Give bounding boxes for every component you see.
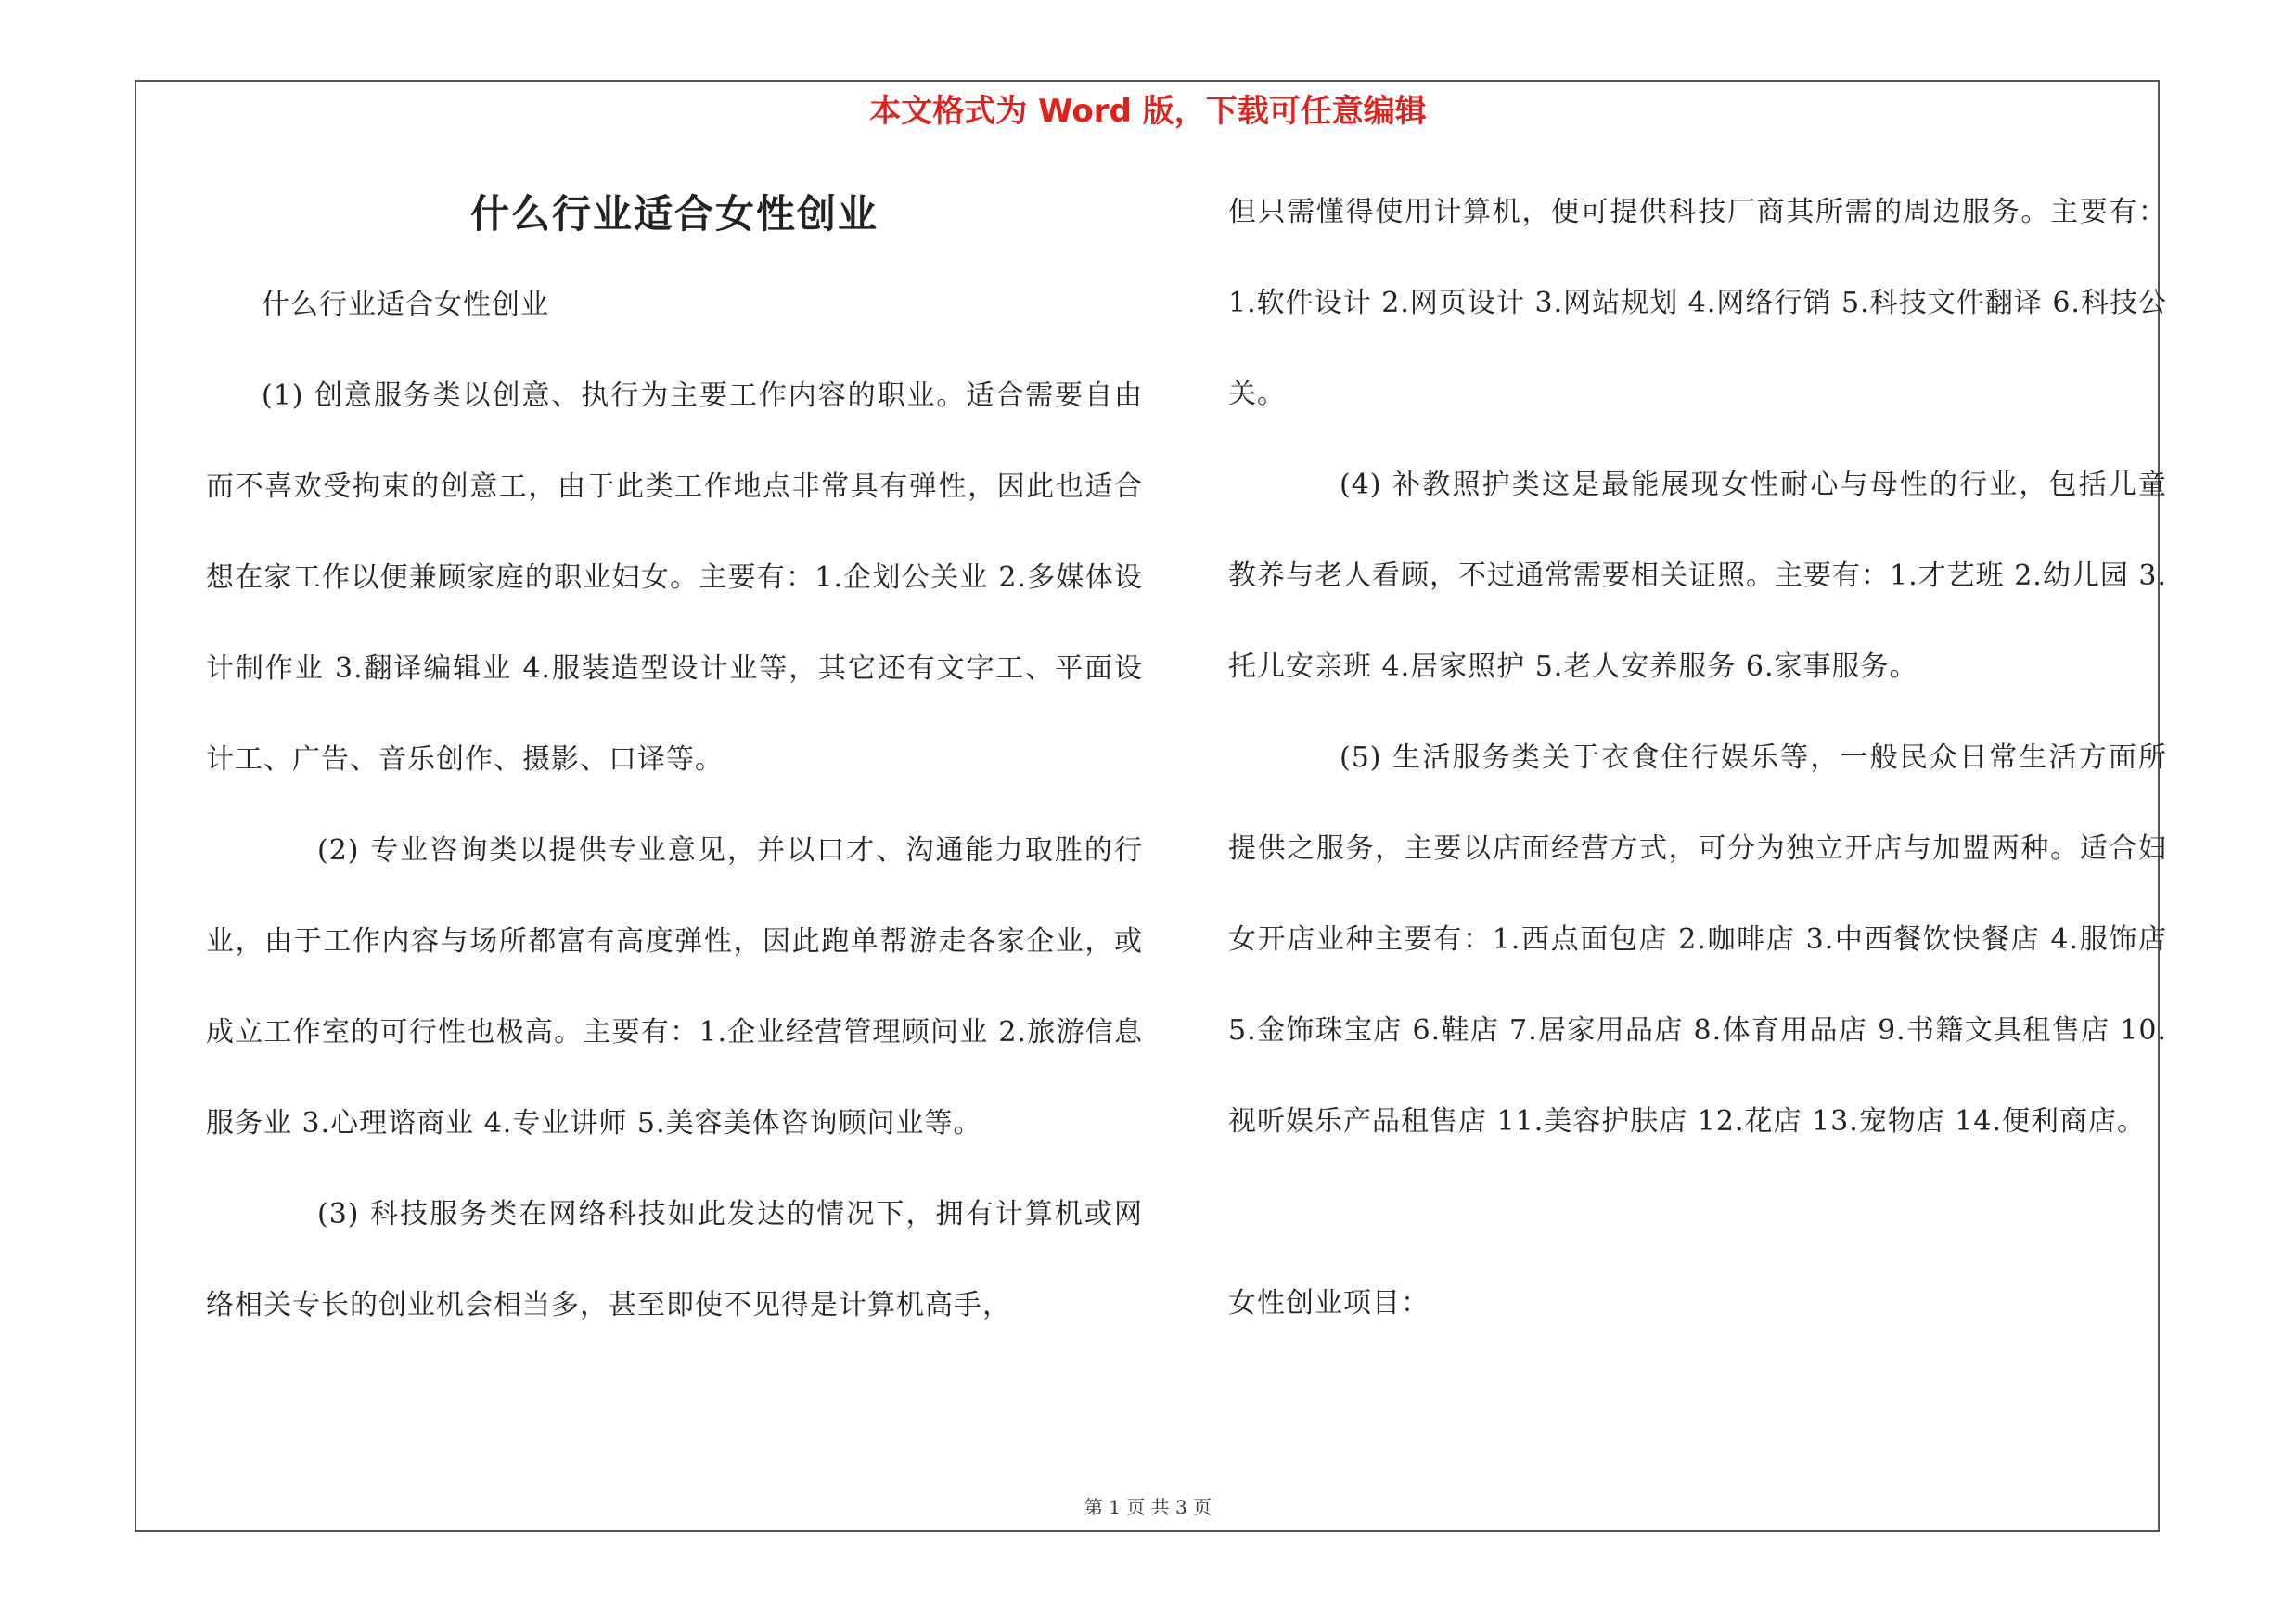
left-column: [206, 167, 1143, 1351]
paragraph-tech-services: (3) 科技服务类在网络科技如此发达的情况下，拥有计算机或网络相关专长的创业机会相当多，甚至即使不见得是计算机高手，: [206, 1198, 1143, 1321]
paragraph-creative-services: (1) 创意服务类以创意、执行为主要工作内容的职业。适合需要自由而不喜欢受拘束的创意工，由于此类工作地点非常具有弹性，因此也适合想在家工作以便兼顾家庭的职业妇女。主要有：1.企划公关业 2.多媒体设计制作业 3.翻译编辑业 4.服装造型设计业等，其它还有文字工、平面设计工、广告、音乐创作、摄影、口译等。: [206, 380, 1143, 776]
right-column: [1228, 167, 2167, 1349]
document-title: 什么行业适合女性创业: [469, 191, 879, 237]
paragraph-projects-heading: 女性创业项目：: [1228, 1287, 1430, 1320]
blank-line: [1228, 1167, 2167, 1258]
paragraph-consulting-services: (2) 专业咨询类以提供专业意见，并以口才、沟通能力取胜的行业，由于工作内容与场所都富有高度弹性，因此跑单帮游走各家企业，或成立工作室的可行性也极高。主要有：1.企业经营管理顾问业 2.旅游信息服务业 3.心理谘商业 4.专业讲师 5.美容美体咨询顾问业等。: [206, 834, 1143, 1140]
paragraph-care-services: (4) 补教照护类这是最能展现女性耐心与母性的行业，包括儿童教养与老人看顾，不过通常需要相关证照。主要有：1.才艺班 2.幼儿园 3.托儿安亲班 4.居家照护 5.老人安养服务 6.家事服务。: [1228, 469, 2167, 683]
subtitle-paragraph: 什么行业适合女性创业: [262, 289, 549, 321]
word-format-banner: 本文格式为 Word 版，下载可任意编辑: [869, 93, 1427, 130]
paragraph-tech-services-continued: 但只需懂得使用计算机，便可提供科技厂商其所需的周边服务。主要有：1.软件设计 2.网页设计 3.网站规划 4.网络行销 5.科技文件翻译 6.科技公关。: [1228, 196, 2167, 410]
paragraph-life-services: (5) 生活服务类关于衣食住行娱乐等，一般民众日常生活方面所提供之服务，主要以店面经营方式，可分为独立开店与加盟两种。适合妇女开店业种主要有：1.西点面包店 2.咖啡店 3.中西餐饮快餐店 4.服饰店 5.金饰珠宝店 6.鞋店 7.居家用品店 8.体育用品店 9.书籍文具租售店 10.视听娱乐产品租售店 11.美容护肤店 12.花店 13.宠物店 14.便利商店。: [1228, 741, 2167, 1138]
page-number-footer: 第 1 页 共 3 页: [1084, 1496, 1212, 1518]
